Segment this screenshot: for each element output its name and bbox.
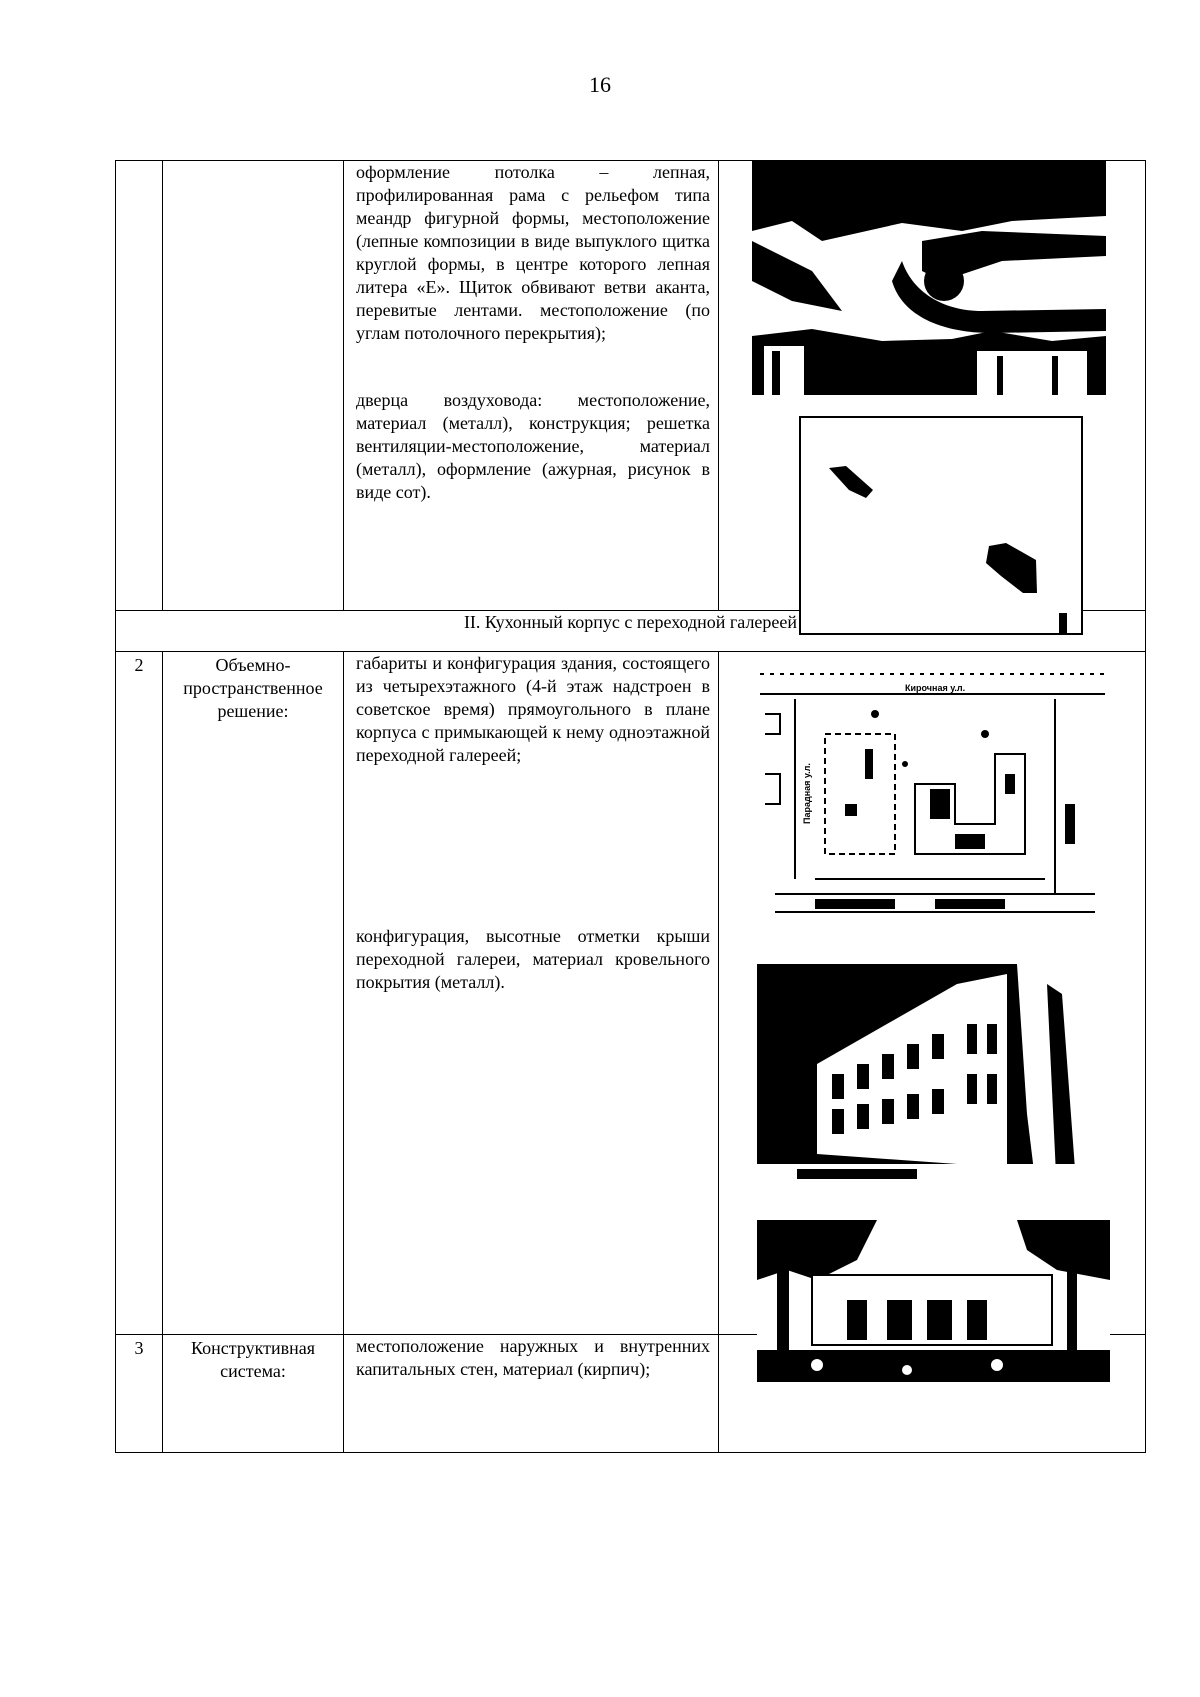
row-images — [719, 161, 1146, 611]
table-row — [116, 652, 1146, 1335]
vent-description: дверца воздуховода: местоположение, материал (металл), конструкция; решетка вентиляции-местоположение, материал (металл), оформление (ажурная, рисунок в виде сот). — [356, 390, 710, 502]
section-title: II. Кухонный корпус с переходной галереей — [116, 611, 1146, 652]
row-number: 2 — [116, 652, 163, 1335]
table-row — [116, 161, 1146, 611]
row-description — [344, 1335, 719, 1453]
row-description — [344, 161, 719, 611]
vent-grille-photo — [799, 416, 1083, 635]
ceiling-description: оформление потолка – лепная, профилированная рама с рельефом типа меандр фигурной формы, местоположение (лепные композиции в виде выпуклого щитка круглой формы, в центре которого лепная литера «Е». Щиток обвивают ветви аканта, перевитые лентами. местоположение (по углам потолочного перекрытия); — [356, 162, 710, 343]
map-side-label: Парадная у.л. — [802, 763, 812, 824]
ceiling-stucco-photo — [752, 161, 1106, 395]
row-name: Конструктивная система: — [163, 1335, 344, 1453]
document-table — [115, 160, 1146, 1453]
building-facade-photo — [757, 964, 1110, 1196]
gallery-courtyard-photo — [757, 1220, 1110, 1382]
map-street-label: Кирочная у.л. — [905, 683, 966, 693]
row-name — [163, 161, 344, 611]
row-number — [116, 161, 163, 611]
row-description — [344, 652, 719, 1335]
row-number: 3 — [116, 1335, 163, 1453]
gallery-roof-description: конфигурация, высотные отметки крыши переходной галереи, материал кровельного покрытия (металл). — [356, 926, 710, 992]
building-description: габариты и конфигурация здания, состоящего из четырехэтажного (4-й этаж надстроен в советское время) прямоугольного в плане корпуса с примыкающей к нему одноэтажной переходной галереей; — [356, 653, 710, 765]
page-number: 16 — [589, 72, 611, 97]
row-images — [719, 652, 1146, 1335]
row-name: Объемно-пространственное решение: — [163, 652, 344, 1335]
walls-description: местоположение наружных и внутренних капитальных стен, материал (кирпич); — [356, 1336, 710, 1379]
site-plan-image — [755, 654, 1110, 934]
